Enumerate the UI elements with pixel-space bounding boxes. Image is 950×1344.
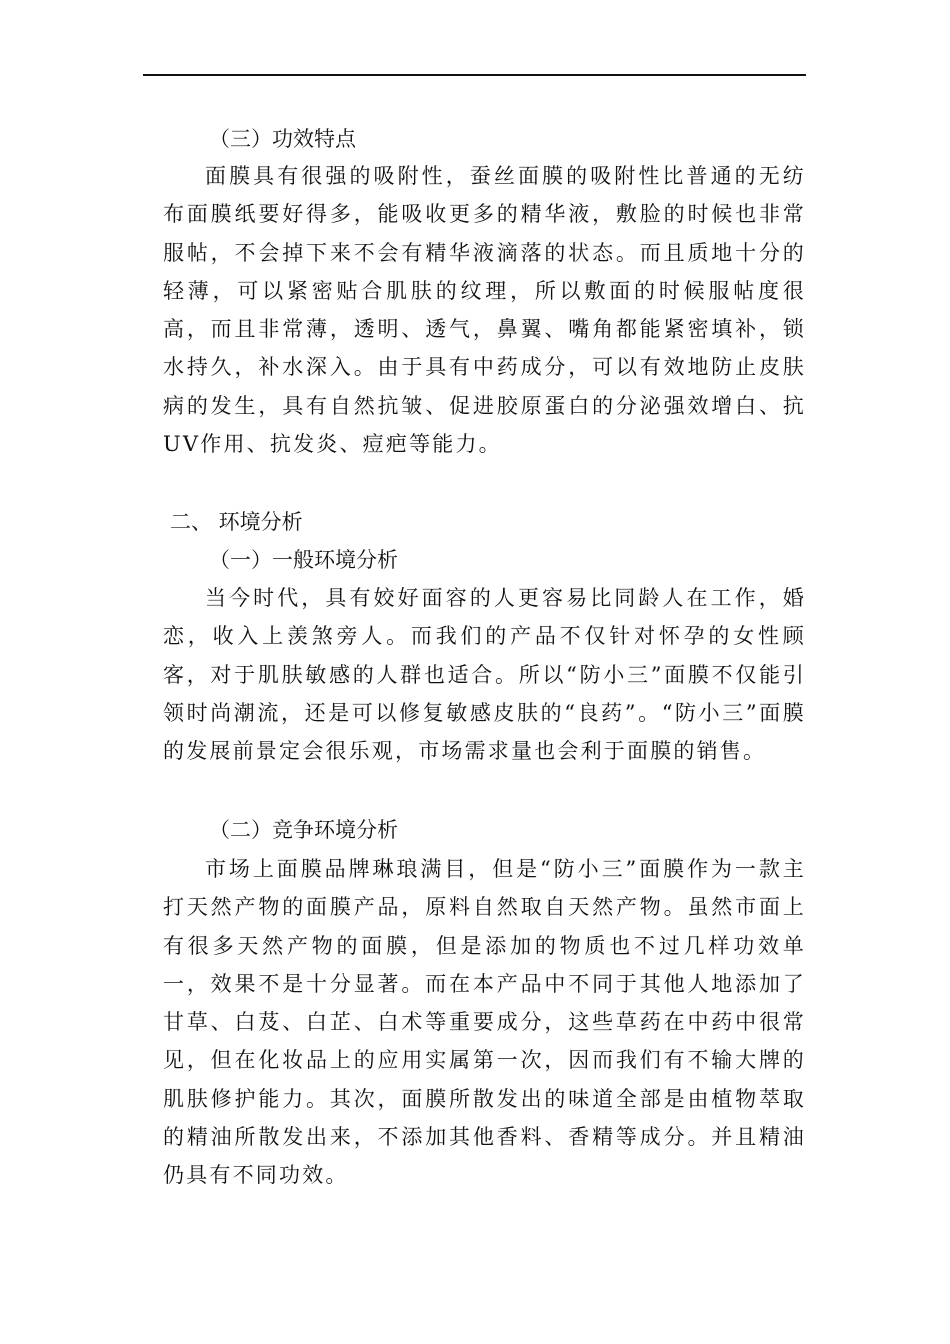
heading-efficacy: （三）功效特点 [209,127,356,151]
heading-general-environment: （一）一般环境分析 [209,548,398,572]
header-rule [143,74,806,76]
paragraph-competitive-environment: 市场上面膜品牌琳琅满目，但是“防小三”面膜作为一款主打天然产物的面膜产品，原料自然取自天然产物。虽然市面上有很多天然产物的面膜，但是添加的物质也不过几样功效单一，效果不是十分显著。而在本产品中不同于其他人地添加了甘草、白芨、白芷、白术等重要成分，这些草药在中药中很常见，但在化妆品上的应用实属第一次，因而我们有不输大牌的肌肤修护能力。其次，面膜所散发出的味道全部是由植物萃取的精油所散发出来，不添加其他香料、香精等成分。并且精油仍具有不同功效。 [163,857,806,1188]
paragraph-general-environment: 当今时代，具有姣好面容的人更容易比同龄人在工作，婚恋，收入上羡煞旁人。而我们的产品不仅针对怀孕的女性顾客，对于肌肤敏感的人群也适合。所以“防小三”面膜不仅能引领时尚潮流，还是可以修复敏感皮肤的“良药”。“防小三”面膜的发展前景定会很乐观，市场需求量也会利于面膜的销售。 [163,586,806,764]
heading-environment-analysis: 二、 环境分析 [170,510,303,534]
heading-competitive-environment: （二）竞争环境分析 [209,818,398,842]
paragraph-efficacy: 面膜具有很强的吸附性，蚕丝面膜的吸附性比普通的无纺布面膜纸要好得多，能吸收更多的精华液，敷脸的时候也非常服帖，不会掉下来不会有精华液滴落的状态。而且质地十分的轻薄，可以紧密贴合肌肤的纹理，所以敷面的时候服帖度很高，而且非常薄，透明、透气，鼻翼、嘴角都能紧密填补，锁水持久，补水深入。由于具有中药成分，可以有效地防止皮肤病的发生，具有自然抗皱、促进胶原蛋白的分泌强效增白、抗UV作用、抗发炎、痘疤等能力。 [163,164,806,457]
